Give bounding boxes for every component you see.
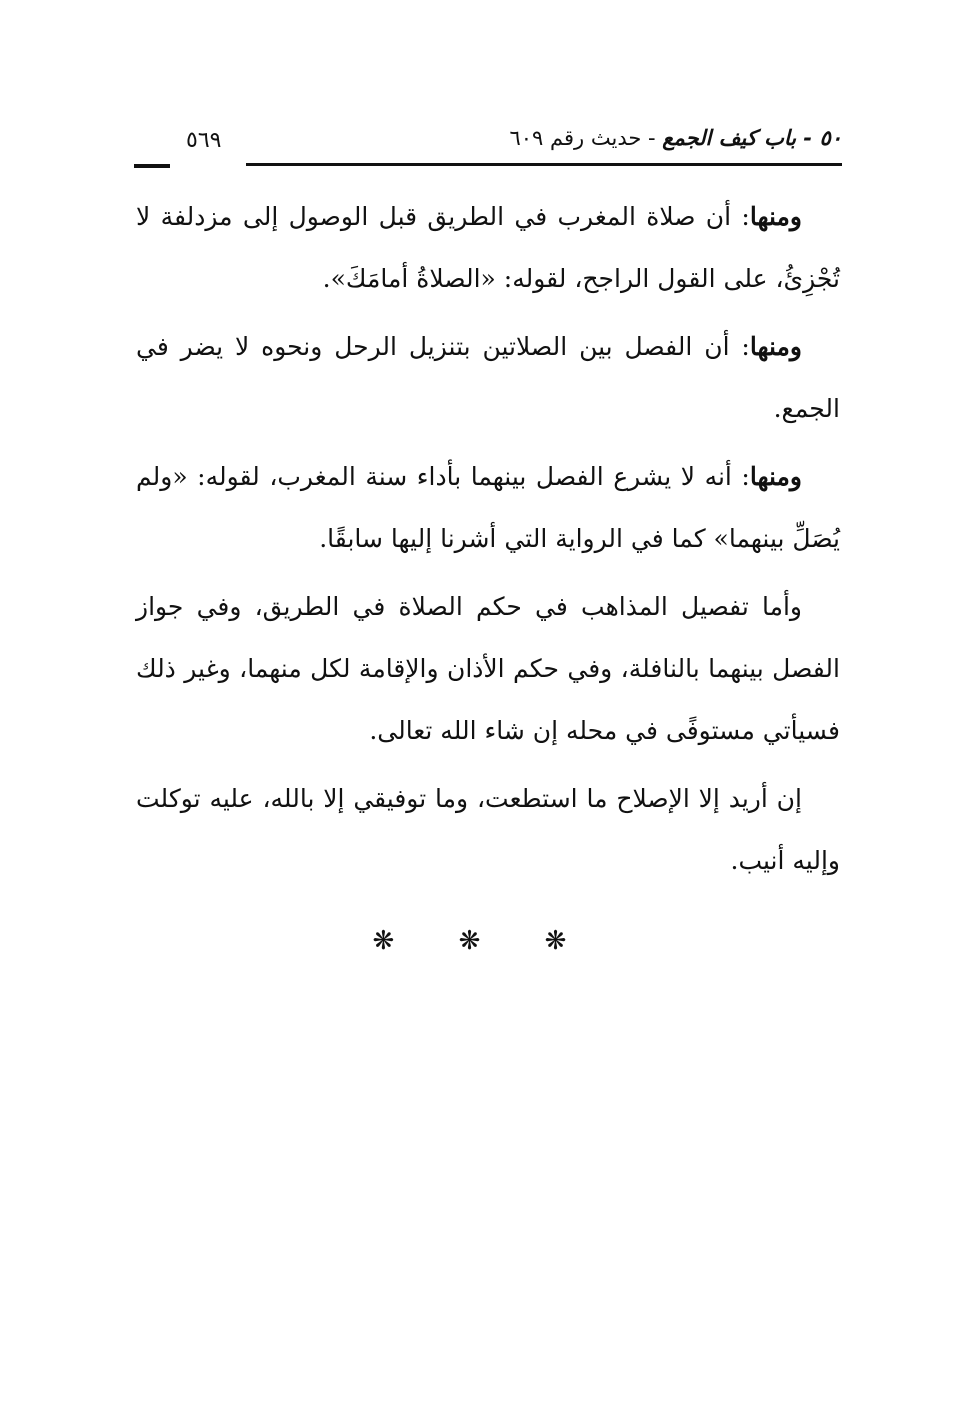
- paragraph-text: وأما تفصيل المذاهب في حكم الصلاة في الطريق، وفي جواز الفصل بينهما بالنافلة، وفي حكم الأذان والإقامة لكل منهما، وغير ذلك فسيأتي مستوفًى في محله إن شاء الله تعالى.: [136, 592, 840, 745]
- chapter-title: ٥٠ - باب كيف الجمع: [662, 126, 842, 150]
- paragraph-lead: ومنها: [749, 462, 802, 491]
- paragraph-text: إن أريد إلا الإصلاح ما استطعت، وما توفيقي إلا بالله، عليه توكلت وإليه أنيب.: [136, 784, 840, 875]
- paragraph: [136, 768, 840, 892]
- running-header: [134, 118, 842, 172]
- page-number: ٥٦٩: [186, 128, 222, 153]
- paragraph: [136, 186, 840, 310]
- paragraph: [136, 446, 840, 570]
- paragraph-text: : أنه لا يشرع الفصل بينهما بأداء سنة المغرب، لقوله: «ولم يُصَلِّ بينهما» كما في الرواية التي أشرنا إليها سابقًا.: [136, 462, 840, 553]
- paragraph-text: : أن صلاة المغرب في الطريق قبل الوصول إلى مزدلفة لا تُجْزِئُ، على القول الراجح، لقوله: «الصلاةُ أمامَكَ».: [136, 202, 840, 293]
- hadith-reference: حديث رقم ٦٠٩: [509, 126, 642, 150]
- header-separator: -: [648, 126, 656, 150]
- body-text: [136, 186, 840, 898]
- section-ornament: ❋ ❋ ❋: [372, 926, 595, 956]
- paragraph: [136, 316, 840, 440]
- paragraph-text: : أن الفصل بين الصلاتين بتنزيل الرحل ونحوه لا يضر في الجمع.: [136, 332, 840, 423]
- paragraph-lead: ومنها: [749, 332, 802, 361]
- paragraph-lead: ومنها: [749, 202, 802, 231]
- header-rule: [246, 163, 842, 166]
- header-dash: [134, 164, 170, 168]
- paragraph: [136, 576, 840, 762]
- header-title: [510, 126, 843, 150]
